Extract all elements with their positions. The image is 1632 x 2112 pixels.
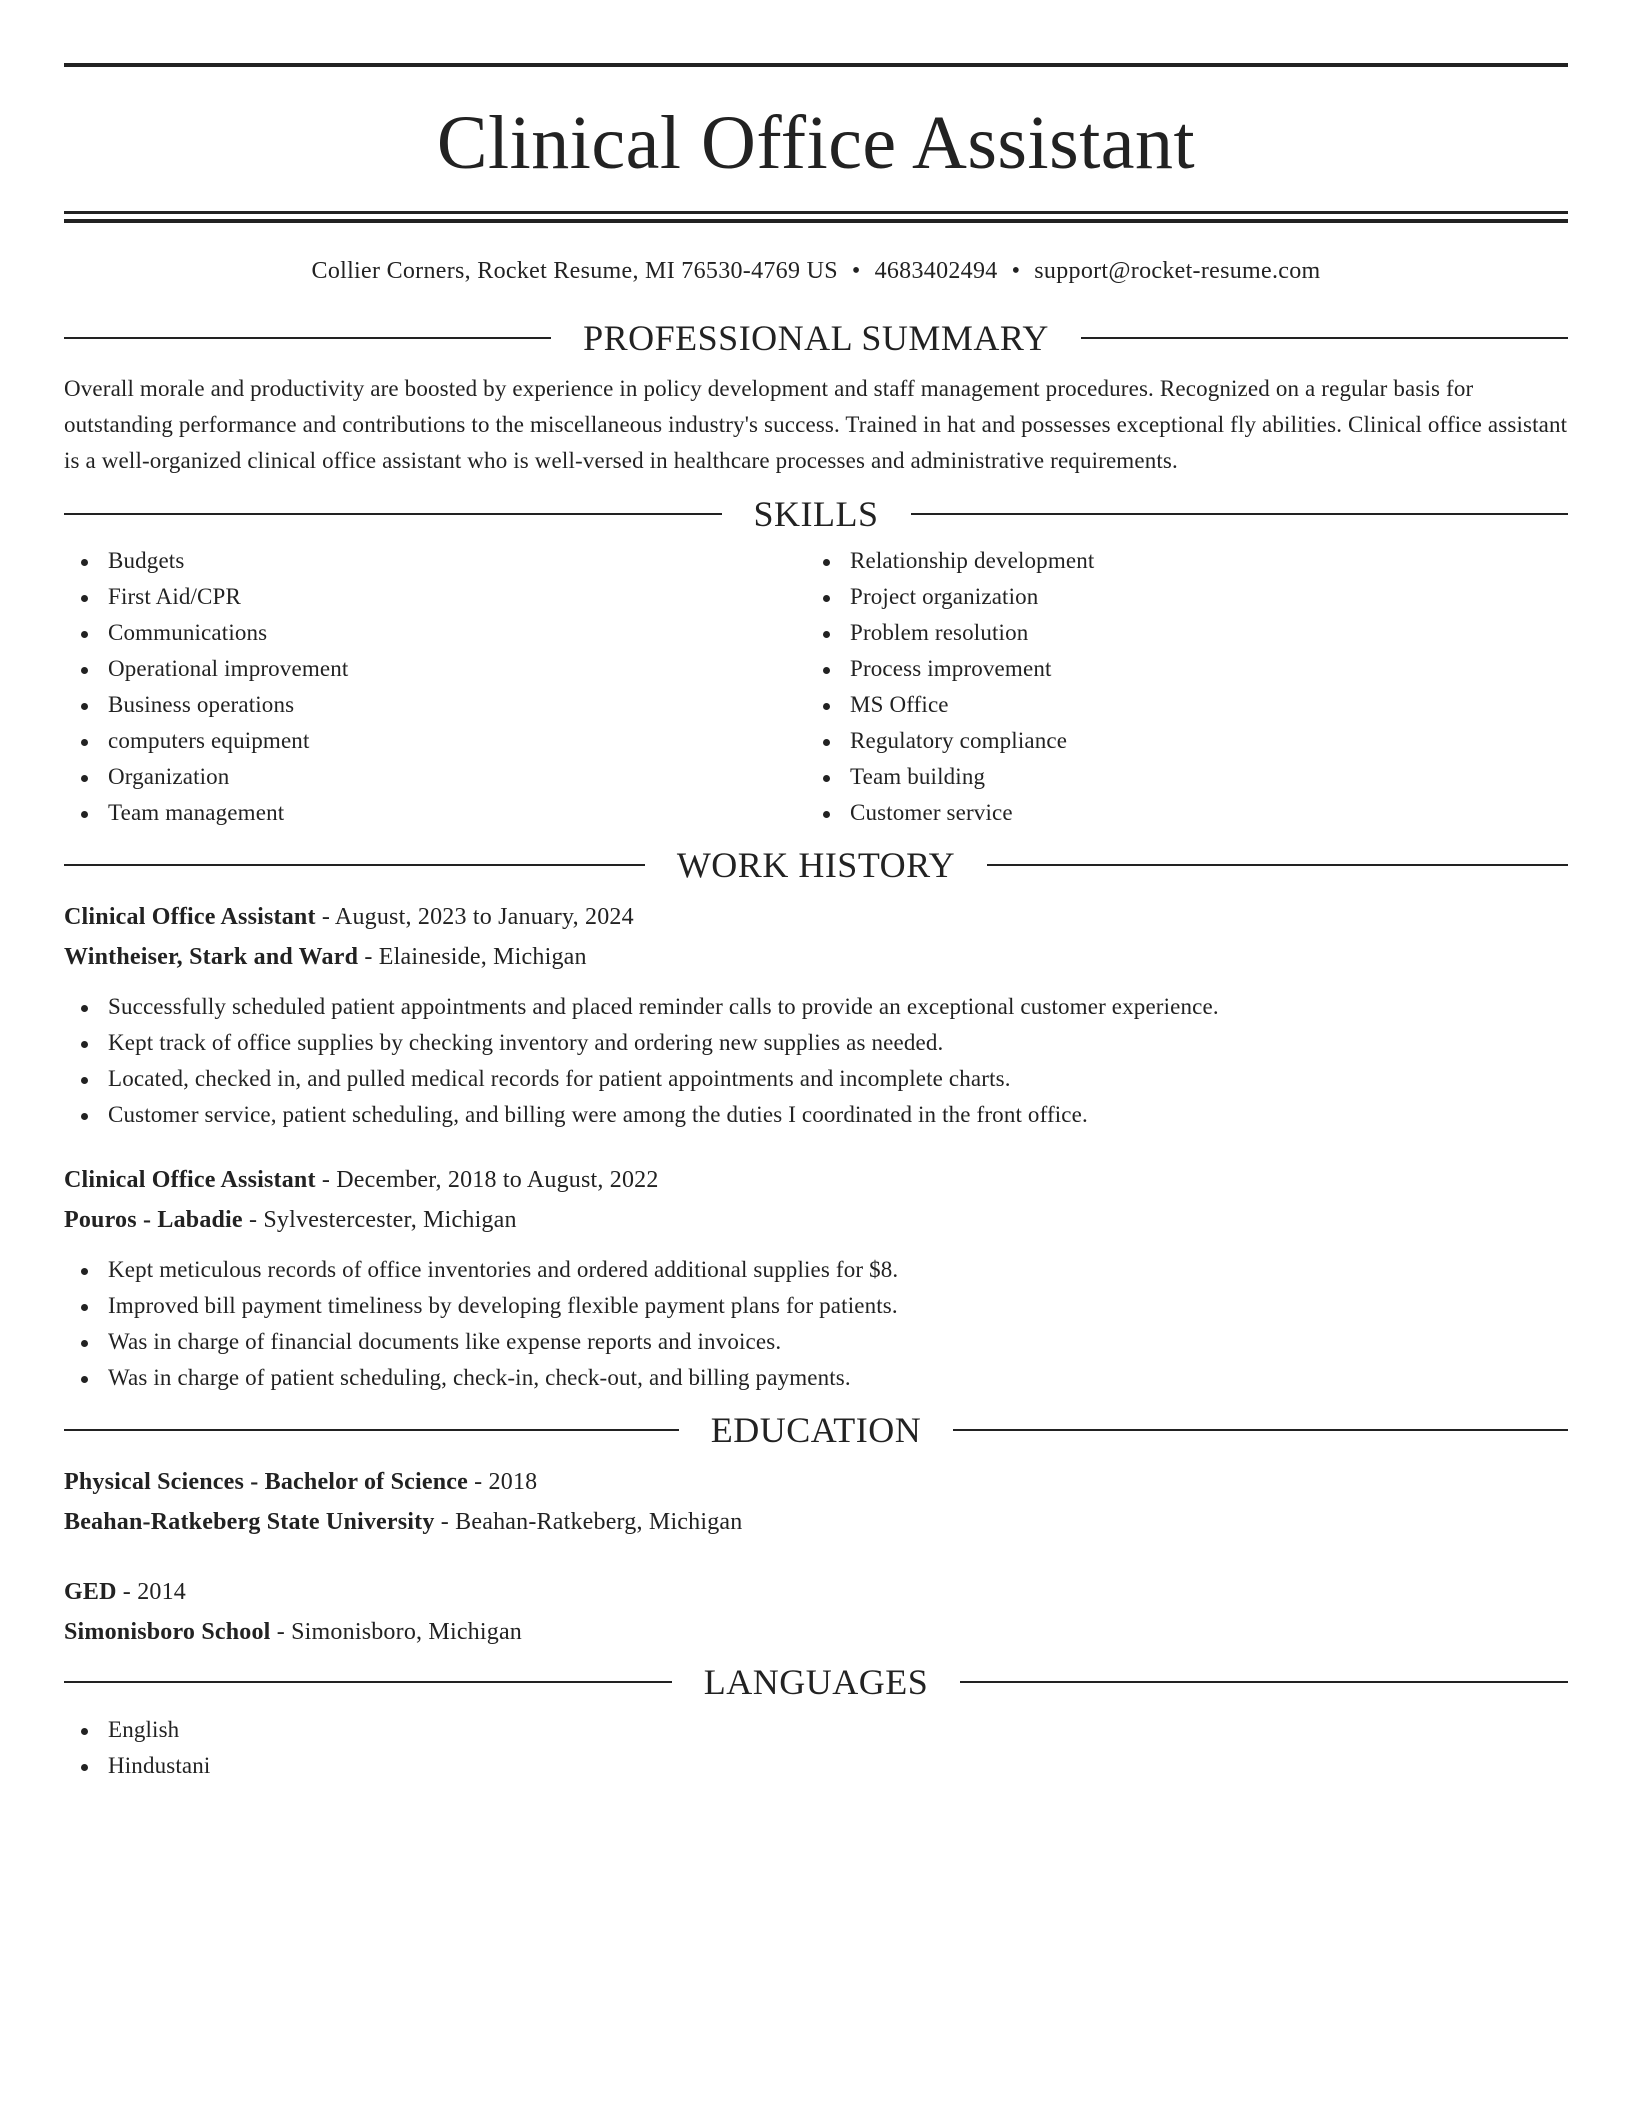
contact-phone: 4683402494 xyxy=(874,258,998,284)
contact-address: Collier Corners, Rocket Resume, MI 76530-4769 US xyxy=(311,258,838,284)
section-header-work-history xyxy=(64,845,1568,885)
skill-item: Team management xyxy=(108,795,806,831)
job-duties-list xyxy=(64,989,1568,1133)
work-entry xyxy=(64,897,1568,1133)
job-dates: - August, 2023 to January, 2024 xyxy=(315,904,634,930)
education-degree-line xyxy=(64,1462,1568,1502)
section-header-skills xyxy=(64,494,1568,534)
section-rule xyxy=(911,513,1569,515)
contact-line xyxy=(64,257,1568,285)
job-duty-item: Customer service, patient scheduling, and billing were among the duties I coordinated in the front office. xyxy=(108,1097,1568,1133)
job-role: Clinical Office Assistant xyxy=(64,904,316,930)
skill-item: Customer service xyxy=(850,795,1568,831)
skill-item: Communications xyxy=(108,615,806,651)
section-rule xyxy=(64,864,645,866)
skill-item: Problem resolution xyxy=(850,615,1568,651)
skill-item: Operational improvement xyxy=(108,651,806,687)
skill-item: First Aid/CPR xyxy=(108,579,806,615)
summary-text: Overall morale and productivity are boosted by experience in policy development and staff management procedures. Recognized on a regular basis for outstanding performance and contributions to the miscellaneous industry's success. Trained in hat and possesses exceptional fly abilities. Clinical office assistant is a well-organized clinical office assistant who is well-versed in healthcare processes and administrative requirements. xyxy=(64,376,1568,473)
skill-item: computers equipment xyxy=(108,723,806,759)
section-rule xyxy=(987,864,1568,866)
skill-item: Team building xyxy=(850,759,1568,795)
education-degree: Physical Sciences - Bachelor of Science xyxy=(64,1469,468,1495)
job-company-line xyxy=(64,937,1568,977)
job-title-line xyxy=(64,1160,1568,1200)
section-title: EDUCATION xyxy=(710,1410,922,1450)
education-school-line xyxy=(64,1612,1568,1652)
education-entry xyxy=(64,1462,1568,1542)
job-duty-item: Improved bill payment timeliness by developing flexible payment plans for patients. xyxy=(108,1288,1568,1324)
languages-list xyxy=(64,1712,1568,1784)
skill-item: Business operations xyxy=(108,687,806,723)
job-role: Clinical Office Assistant xyxy=(64,1167,316,1193)
skills-column-left xyxy=(64,543,806,831)
job-dates: - December, 2018 to August, 2022 xyxy=(315,1167,659,1193)
education-degree: GED xyxy=(64,1579,117,1605)
section-title: WORK HISTORY xyxy=(676,845,956,885)
section-rule xyxy=(64,513,722,515)
resume-title: Clinical Office Assistant xyxy=(436,101,1196,185)
job-location: - Elaineside, Michigan xyxy=(358,944,587,970)
skill-item: Process improvement xyxy=(850,651,1568,687)
contact-separator: • xyxy=(851,258,861,284)
job-company-line xyxy=(64,1200,1568,1240)
section-rule xyxy=(960,1681,1568,1683)
job-duties-list xyxy=(64,1252,1568,1396)
job-duty-item: Was in charge of financial documents like expense reports and invoices. xyxy=(108,1324,1568,1360)
education-entry xyxy=(64,1572,1568,1652)
job-duty-item: Kept track of office supplies by checking inventory and ordering new supplies as needed. xyxy=(108,1025,1568,1061)
section-header-summary xyxy=(64,318,1568,358)
skills-column-right xyxy=(806,543,1568,831)
skill-item: Regulatory compliance xyxy=(850,723,1568,759)
job-title-line xyxy=(64,897,1568,937)
job-company: Wintheiser, Stark and Ward xyxy=(64,944,359,970)
job-company: Pouros - Labadie xyxy=(64,1207,243,1233)
education-location: - Simonisboro, Michigan xyxy=(270,1619,523,1645)
section-rule xyxy=(64,1429,679,1431)
job-duty-item: Kept meticulous records of office inventories and ordered additional supplies for $8. xyxy=(108,1252,1568,1288)
skills-grid xyxy=(64,543,1568,831)
skill-item: Project organization xyxy=(850,579,1568,615)
job-location: - Sylvestercester, Michigan xyxy=(242,1207,517,1233)
section-rule xyxy=(953,1429,1568,1431)
education-school: Simonisboro School xyxy=(64,1619,271,1645)
education-year: - 2018 xyxy=(467,1469,538,1495)
section-rule xyxy=(64,1681,672,1683)
header-top-rule xyxy=(64,63,1568,67)
section-rule xyxy=(64,337,551,339)
section-title: LANGUAGES xyxy=(703,1662,929,1702)
skills-list-right xyxy=(806,543,1568,831)
job-duty-item: Was in charge of patient scheduling, check-in, check-out, and billing payments. xyxy=(108,1360,1568,1396)
skill-item: Budgets xyxy=(108,543,806,579)
section-rule xyxy=(1081,337,1568,339)
education-school-line xyxy=(64,1502,1568,1542)
contact-separator: • xyxy=(1011,258,1021,284)
skills-list-left xyxy=(64,543,806,831)
contact-email: support@rocket-resume.com xyxy=(1034,258,1321,284)
language-item: Hindustani xyxy=(108,1748,1568,1784)
job-duty-item: Successfully scheduled patient appointments and placed reminder calls to provide an exceptional customer experience. xyxy=(108,989,1568,1025)
education-school: Beahan-Ratkeberg State University xyxy=(64,1509,435,1535)
skill-item: Organization xyxy=(108,759,806,795)
education-year: - 2014 xyxy=(116,1579,187,1605)
education-degree-line xyxy=(64,1572,1568,1612)
education-location: - Beahan-Ratkeberg, Michigan xyxy=(434,1509,743,1535)
work-entry xyxy=(64,1160,1568,1396)
skill-item: MS Office xyxy=(850,687,1568,723)
resume-page xyxy=(64,63,1568,1784)
language-item: English xyxy=(108,1712,1568,1748)
job-duty-item: Located, checked in, and pulled medical records for patient appointments and incomplete charts. xyxy=(108,1061,1568,1097)
section-title: SKILLS xyxy=(753,494,879,534)
section-title: PROFESSIONAL SUMMARY xyxy=(583,318,1049,358)
skill-item: Relationship development xyxy=(850,543,1568,579)
header-double-rule xyxy=(64,211,1568,223)
section-header-languages xyxy=(64,1662,1568,1702)
section-header-education xyxy=(64,1410,1568,1450)
